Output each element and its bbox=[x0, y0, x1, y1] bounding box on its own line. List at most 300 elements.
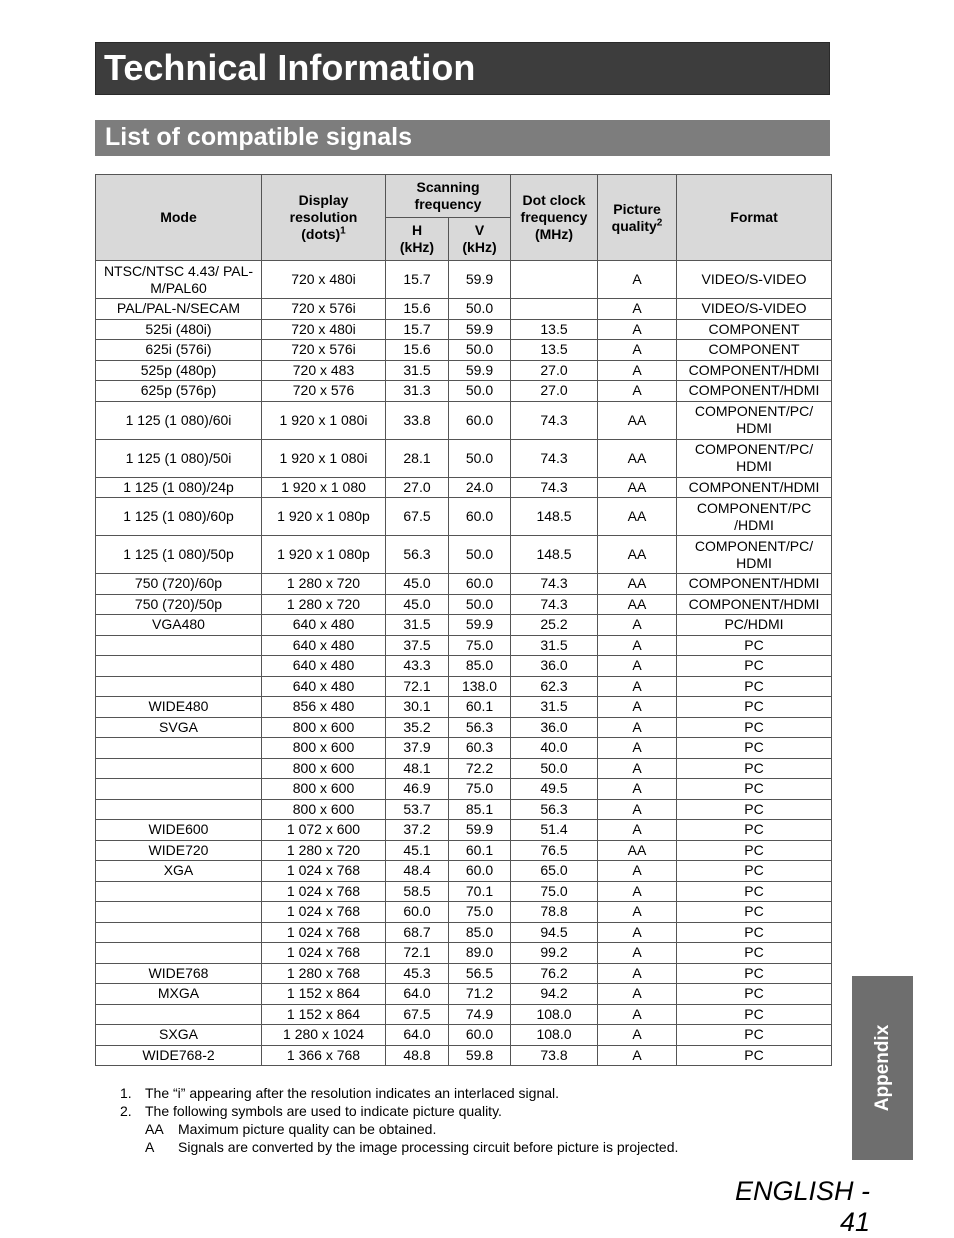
cell-v-frequency: 60.0 bbox=[449, 498, 511, 536]
cell-picture-quality: AA bbox=[598, 840, 677, 861]
cell-picture-quality: A bbox=[598, 1025, 677, 1046]
cell-h-frequency: 67.5 bbox=[386, 1004, 449, 1025]
cell-dot-clock: 76.2 bbox=[511, 963, 598, 984]
cell-v-frequency: 60.1 bbox=[449, 697, 511, 718]
table-row bbox=[96, 799, 832, 820]
cell-resolution: 1 072 x 600 bbox=[262, 820, 386, 841]
table-row bbox=[96, 536, 832, 574]
header-resolution: Display resolution (dots)$^1$ bbox=[262, 175, 386, 261]
table-row bbox=[96, 779, 832, 800]
footer-separator: - bbox=[853, 1176, 870, 1206]
cell-resolution: 800 x 600 bbox=[262, 738, 386, 759]
cell-dot-clock: 31.5 bbox=[511, 697, 598, 718]
cell-mode: VGA480 bbox=[96, 615, 262, 636]
cell-picture-quality: A bbox=[598, 340, 677, 361]
cell-v-frequency: 50.0 bbox=[449, 381, 511, 402]
table-row bbox=[96, 439, 832, 477]
cell-resolution: 856 x 480 bbox=[262, 697, 386, 718]
cell-picture-quality: A bbox=[598, 381, 677, 402]
cell-format: PC bbox=[677, 902, 832, 923]
table-row bbox=[96, 840, 832, 861]
cell-mode: WIDE720 bbox=[96, 840, 262, 861]
cell-dot-clock: 73.8 bbox=[511, 1045, 598, 1066]
footnote-2: 2. The following symbols are used to indicate picture quality. bbox=[120, 1103, 502, 1119]
cell-dot-clock: 27.0 bbox=[511, 381, 598, 402]
cell-mode: NTSC/NTSC 4.43/ PAL-M/PAL60 bbox=[96, 261, 262, 299]
cell-resolution: 1 024 x 768 bbox=[262, 943, 386, 964]
cell-picture-quality: A bbox=[598, 943, 677, 964]
cell-resolution: 800 x 600 bbox=[262, 799, 386, 820]
cell-format: PC bbox=[677, 799, 832, 820]
cell-dot-clock: 148.5 bbox=[511, 498, 598, 536]
table-row bbox=[96, 963, 832, 984]
table-row bbox=[96, 360, 832, 381]
cell-dot-clock: 74.3 bbox=[511, 477, 598, 498]
cell-dot-clock: 75.0 bbox=[511, 881, 598, 902]
cell-format: PC bbox=[677, 758, 832, 779]
cell-resolution: 800 x 600 bbox=[262, 717, 386, 738]
table-row bbox=[96, 656, 832, 677]
cell-v-frequency: 50.0 bbox=[449, 536, 511, 574]
cell-format: PC bbox=[677, 881, 832, 902]
table-row bbox=[96, 261, 832, 299]
cell-h-frequency: 43.3 bbox=[386, 656, 449, 677]
cell-format: COMPONENT/HDMI bbox=[677, 381, 832, 402]
signal-rows bbox=[96, 261, 832, 1066]
cell-resolution: 640 x 480 bbox=[262, 615, 386, 636]
cell-h-frequency: 28.1 bbox=[386, 439, 449, 477]
table-row bbox=[96, 717, 832, 738]
cell-picture-quality: A bbox=[598, 820, 677, 841]
cell-format: PC bbox=[677, 922, 832, 943]
cell-format: PC bbox=[677, 840, 832, 861]
cell-resolution: 1 024 x 768 bbox=[262, 881, 386, 902]
cell-v-frequency: 56.5 bbox=[449, 963, 511, 984]
cell-v-frequency: 60.0 bbox=[449, 861, 511, 882]
cell-dot-clock: 49.5 bbox=[511, 779, 598, 800]
cell-resolution: 1 152 x 864 bbox=[262, 1004, 386, 1025]
cell-dot-clock: 31.5 bbox=[511, 635, 598, 656]
cell-resolution: 1 920 x 1 080i bbox=[262, 439, 386, 477]
quality-symbol-aa: AA Maximum picture quality can be obtained. bbox=[145, 1121, 437, 1137]
cell-h-frequency: 45.1 bbox=[386, 840, 449, 861]
cell-dot-clock: 74.3 bbox=[511, 401, 598, 439]
table-row bbox=[96, 498, 832, 536]
cell-v-frequency: 59.9 bbox=[449, 360, 511, 381]
cell-mode: SXGA bbox=[96, 1025, 262, 1046]
cell-dot-clock: 25.2 bbox=[511, 615, 598, 636]
cell-mode: WIDE600 bbox=[96, 820, 262, 841]
cell-v-frequency: 50.0 bbox=[449, 439, 511, 477]
cell-h-frequency: 45.0 bbox=[386, 594, 449, 615]
cell-resolution: 720 x 483 bbox=[262, 360, 386, 381]
cell-resolution: 800 x 600 bbox=[262, 779, 386, 800]
cell-format: PC bbox=[677, 779, 832, 800]
cell-dot-clock: 51.4 bbox=[511, 820, 598, 841]
cell-picture-quality: AA bbox=[598, 594, 677, 615]
cell-h-frequency: 56.3 bbox=[386, 536, 449, 574]
cell-mode: WIDE768-2 bbox=[96, 1045, 262, 1066]
cell-mode bbox=[96, 656, 262, 677]
cell-format: PC bbox=[677, 861, 832, 882]
cell-v-frequency: 74.9 bbox=[449, 1004, 511, 1025]
cell-v-frequency: 75.0 bbox=[449, 779, 511, 800]
cell-mode bbox=[96, 758, 262, 779]
quality-symbol-a: A Signals are converted by the image processing circuit before picture is projected. bbox=[145, 1139, 679, 1155]
page-title: Technical Information bbox=[104, 47, 476, 88]
header-mode: Mode bbox=[96, 175, 262, 261]
cell-resolution: 1 280 x 720 bbox=[262, 840, 386, 861]
cell-picture-quality: A bbox=[598, 861, 677, 882]
cell-mode: 525p (480p) bbox=[96, 360, 262, 381]
cell-v-frequency: 71.2 bbox=[449, 984, 511, 1005]
cell-mode bbox=[96, 922, 262, 943]
cell-mode bbox=[96, 943, 262, 964]
cell-format: VIDEO/S-VIDEO bbox=[677, 261, 832, 299]
cell-picture-quality: AA bbox=[598, 574, 677, 595]
table-row bbox=[96, 340, 832, 361]
cell-picture-quality: A bbox=[598, 676, 677, 697]
cell-dot-clock: 76.5 bbox=[511, 840, 598, 861]
cell-h-frequency: 58.5 bbox=[386, 881, 449, 902]
cell-dot-clock: 13.5 bbox=[511, 319, 598, 340]
cell-h-frequency: 30.1 bbox=[386, 697, 449, 718]
cell-picture-quality: AA bbox=[598, 536, 677, 574]
cell-format: COMPONENT/HDMI bbox=[677, 574, 832, 595]
header-v-khz: V (kHz) bbox=[449, 218, 511, 261]
header-h-khz: H (kHz) bbox=[386, 218, 449, 261]
cell-resolution: 1 920 x 1 080i bbox=[262, 401, 386, 439]
cell-h-frequency: 60.0 bbox=[386, 902, 449, 923]
cell-dot-clock: 94.5 bbox=[511, 922, 598, 943]
cell-h-frequency: 37.9 bbox=[386, 738, 449, 759]
table-row bbox=[96, 984, 832, 1005]
footer-language-rest: NGLISH bbox=[752, 1176, 854, 1206]
cell-format: PC bbox=[677, 820, 832, 841]
cell-picture-quality: A bbox=[598, 963, 677, 984]
table-row bbox=[96, 401, 832, 439]
cell-format: COMPONENT bbox=[677, 340, 832, 361]
cell-picture-quality: A bbox=[598, 635, 677, 656]
cell-v-frequency: 59.9 bbox=[449, 319, 511, 340]
cell-h-frequency: 48.8 bbox=[386, 1045, 449, 1066]
table-row bbox=[96, 1004, 832, 1025]
cell-resolution: 1 152 x 864 bbox=[262, 984, 386, 1005]
cell-mode bbox=[96, 902, 262, 923]
cell-dot-clock: 50.0 bbox=[511, 758, 598, 779]
cell-h-frequency: 15.6 bbox=[386, 299, 449, 320]
cell-v-frequency: 60.3 bbox=[449, 738, 511, 759]
cell-format: PC bbox=[677, 1004, 832, 1025]
cell-v-frequency: 56.3 bbox=[449, 717, 511, 738]
cell-picture-quality: A bbox=[598, 984, 677, 1005]
cell-format: COMPONENT/HDMI bbox=[677, 360, 832, 381]
cell-v-frequency: 60.0 bbox=[449, 1025, 511, 1046]
cell-dot-clock: 62.3 bbox=[511, 676, 598, 697]
cell-mode bbox=[96, 881, 262, 902]
header-picture-quality: Picture quality$^2$ bbox=[598, 175, 677, 261]
cell-mode: 625p (576p) bbox=[96, 381, 262, 402]
table-row bbox=[96, 861, 832, 882]
cell-mode bbox=[96, 635, 262, 656]
cell-h-frequency: 27.0 bbox=[386, 477, 449, 498]
cell-dot-clock bbox=[511, 261, 598, 299]
cell-resolution: 1 280 x 720 bbox=[262, 574, 386, 595]
cell-format: COMPONENT/HDMI bbox=[677, 477, 832, 498]
cell-v-frequency: 50.0 bbox=[449, 299, 511, 320]
cell-dot-clock: 108.0 bbox=[511, 1025, 598, 1046]
cell-picture-quality: A bbox=[598, 922, 677, 943]
cell-dot-clock: 56.3 bbox=[511, 799, 598, 820]
cell-picture-quality: A bbox=[598, 360, 677, 381]
cell-dot-clock: 94.2 bbox=[511, 984, 598, 1005]
cell-mode: WIDE768 bbox=[96, 963, 262, 984]
cell-h-frequency: 45.0 bbox=[386, 574, 449, 595]
cell-h-frequency: 53.7 bbox=[386, 799, 449, 820]
cell-picture-quality: A bbox=[598, 299, 677, 320]
cell-h-frequency: 72.1 bbox=[386, 676, 449, 697]
cell-h-frequency: 31.5 bbox=[386, 615, 449, 636]
cell-format: PC bbox=[677, 656, 832, 677]
cell-dot-clock: 65.0 bbox=[511, 861, 598, 882]
table-row bbox=[96, 1025, 832, 1046]
cell-format: PC bbox=[677, 963, 832, 984]
cell-mode: 1 125 (1 080)/60i bbox=[96, 401, 262, 439]
cell-dot-clock: 27.0 bbox=[511, 360, 598, 381]
table-row bbox=[96, 902, 832, 923]
cell-h-frequency: 37.2 bbox=[386, 820, 449, 841]
cell-picture-quality: A bbox=[598, 697, 677, 718]
cell-picture-quality: A bbox=[598, 656, 677, 677]
cell-dot-clock: 13.5 bbox=[511, 340, 598, 361]
cell-h-frequency: 31.3 bbox=[386, 381, 449, 402]
cell-resolution: 1 920 x 1 080p bbox=[262, 498, 386, 536]
cell-mode: 1 125 (1 080)/50p bbox=[96, 536, 262, 574]
cell-picture-quality: AA bbox=[598, 477, 677, 498]
table-row bbox=[96, 943, 832, 964]
cell-h-frequency: 64.0 bbox=[386, 1025, 449, 1046]
cell-mode bbox=[96, 779, 262, 800]
cell-picture-quality: AA bbox=[598, 401, 677, 439]
cell-v-frequency: 50.0 bbox=[449, 340, 511, 361]
table-row bbox=[96, 635, 832, 656]
cell-v-frequency: 59.9 bbox=[449, 820, 511, 841]
table-row bbox=[96, 477, 832, 498]
table-row bbox=[96, 615, 832, 636]
cell-picture-quality: A bbox=[598, 799, 677, 820]
cell-v-frequency: 60.0 bbox=[449, 574, 511, 595]
cell-picture-quality: A bbox=[598, 881, 677, 902]
cell-format: PC bbox=[677, 1045, 832, 1066]
cell-mode: 525i (480i) bbox=[96, 319, 262, 340]
cell-h-frequency: 68.7 bbox=[386, 922, 449, 943]
cell-dot-clock: 74.3 bbox=[511, 439, 598, 477]
cell-format: COMPONENT/PC/ HDMI bbox=[677, 439, 832, 477]
cell-picture-quality: AA bbox=[598, 498, 677, 536]
cell-h-frequency: 15.7 bbox=[386, 261, 449, 299]
cell-v-frequency: 138.0 bbox=[449, 676, 511, 697]
cell-format: COMPONENT/PC /HDMI bbox=[677, 498, 832, 536]
cell-mode: 750 (720)/50p bbox=[96, 594, 262, 615]
cell-picture-quality: A bbox=[598, 615, 677, 636]
cell-picture-quality: A bbox=[598, 717, 677, 738]
cell-format: COMPONENT/PC/ HDMI bbox=[677, 401, 832, 439]
cell-v-frequency: 85.1 bbox=[449, 799, 511, 820]
cell-h-frequency: 15.7 bbox=[386, 319, 449, 340]
table-row bbox=[96, 881, 832, 902]
side-tab-label: Appendix bbox=[871, 1024, 893, 1112]
cell-format: VIDEO/S-VIDEO bbox=[677, 299, 832, 320]
cell-dot-clock: 36.0 bbox=[511, 656, 598, 677]
table-row bbox=[96, 922, 832, 943]
cell-format: PC bbox=[677, 943, 832, 964]
cell-resolution: 640 x 480 bbox=[262, 656, 386, 677]
cell-mode: 750 (720)/60p bbox=[96, 574, 262, 595]
cell-v-frequency: 75.0 bbox=[449, 902, 511, 923]
cell-format: PC/HDMI bbox=[677, 615, 832, 636]
cell-h-frequency: 45.3 bbox=[386, 963, 449, 984]
cell-picture-quality: A bbox=[598, 319, 677, 340]
cell-picture-quality: A bbox=[598, 1045, 677, 1066]
table-row bbox=[96, 820, 832, 841]
cell-resolution: 720 x 576 bbox=[262, 381, 386, 402]
cell-h-frequency: 64.0 bbox=[386, 984, 449, 1005]
table-row bbox=[96, 697, 832, 718]
cell-resolution: 1 280 x 768 bbox=[262, 963, 386, 984]
cell-mode: 1 125 (1 080)/24p bbox=[96, 477, 262, 498]
cell-picture-quality: A bbox=[598, 758, 677, 779]
cell-resolution: 800 x 600 bbox=[262, 758, 386, 779]
cell-picture-quality: A bbox=[598, 779, 677, 800]
cell-h-frequency: 35.2 bbox=[386, 717, 449, 738]
cell-mode: XGA bbox=[96, 861, 262, 882]
cell-mode: MXGA bbox=[96, 984, 262, 1005]
cell-picture-quality: AA bbox=[598, 439, 677, 477]
cell-format: COMPONENT/PC/ HDMI bbox=[677, 536, 832, 574]
cell-h-frequency: 72.1 bbox=[386, 943, 449, 964]
cell-h-frequency: 37.5 bbox=[386, 635, 449, 656]
cell-resolution: 720 x 480i bbox=[262, 319, 386, 340]
cell-resolution: 640 x 480 bbox=[262, 635, 386, 656]
cell-resolution: 1 024 x 768 bbox=[262, 922, 386, 943]
cell-mode: 1 125 (1 080)/60p bbox=[96, 498, 262, 536]
footer-language-initial: E bbox=[734, 1176, 753, 1206]
cell-dot-clock: 78.8 bbox=[511, 902, 598, 923]
page-title-bar bbox=[95, 42, 830, 95]
cell-dot-clock bbox=[511, 299, 598, 320]
compatible-signals-table bbox=[95, 174, 832, 1066]
cell-mode: 1 125 (1 080)/50i bbox=[96, 439, 262, 477]
cell-format: PC bbox=[677, 1025, 832, 1046]
cell-v-frequency: 70.1 bbox=[449, 881, 511, 902]
cell-mode: WIDE480 bbox=[96, 697, 262, 718]
cell-v-frequency: 59.8 bbox=[449, 1045, 511, 1066]
cell-mode: 625i (576i) bbox=[96, 340, 262, 361]
footnote-1: 1. The “i” appearing after the resolution indicates an interlaced signal. bbox=[120, 1085, 560, 1101]
cell-v-frequency: 72.2 bbox=[449, 758, 511, 779]
cell-resolution: 1 280 x 1024 bbox=[262, 1025, 386, 1046]
cell-mode: PAL/PAL-N/SECAM bbox=[96, 299, 262, 320]
cell-h-frequency: 33.8 bbox=[386, 401, 449, 439]
cell-v-frequency: 85.0 bbox=[449, 656, 511, 677]
cell-format: PC bbox=[677, 635, 832, 656]
cell-resolution: 640 x 480 bbox=[262, 676, 386, 697]
cell-h-frequency: 48.4 bbox=[386, 861, 449, 882]
cell-resolution: 1 920 x 1 080 bbox=[262, 477, 386, 498]
cell-mode bbox=[96, 676, 262, 697]
cell-format: COMPONENT/HDMI bbox=[677, 594, 832, 615]
section-title: List of compatible signals bbox=[105, 123, 412, 151]
cell-v-frequency: 59.9 bbox=[449, 261, 511, 299]
cell-resolution: 1 024 x 768 bbox=[262, 902, 386, 923]
table-row bbox=[96, 574, 832, 595]
cell-resolution: 1 920 x 1 080p bbox=[262, 536, 386, 574]
cell-mode bbox=[96, 738, 262, 759]
cell-v-frequency: 50.0 bbox=[449, 594, 511, 615]
page-footer bbox=[720, 1176, 870, 1238]
footnotes bbox=[120, 1084, 820, 1156]
cell-format: PC bbox=[677, 676, 832, 697]
cell-v-frequency: 24.0 bbox=[449, 477, 511, 498]
cell-dot-clock: 36.0 bbox=[511, 717, 598, 738]
table-row bbox=[96, 594, 832, 615]
cell-dot-clock: 99.2 bbox=[511, 943, 598, 964]
cell-v-frequency: 89.0 bbox=[449, 943, 511, 964]
cell-mode bbox=[96, 799, 262, 820]
header-scanning-frequency: Scanning frequency bbox=[386, 175, 511, 218]
cell-v-frequency: 59.9 bbox=[449, 615, 511, 636]
cell-resolution: 1 280 x 720 bbox=[262, 594, 386, 615]
cell-h-frequency: 67.5 bbox=[386, 498, 449, 536]
cell-resolution: 720 x 576i bbox=[262, 299, 386, 320]
section-title-bar bbox=[95, 120, 830, 156]
cell-h-frequency: 48.1 bbox=[386, 758, 449, 779]
cell-format: COMPONENT bbox=[677, 319, 832, 340]
cell-format: PC bbox=[677, 717, 832, 738]
cell-format: PC bbox=[677, 984, 832, 1005]
header-dot-clock: Dot clock frequency (MHz) bbox=[511, 175, 598, 261]
cell-dot-clock: 40.0 bbox=[511, 738, 598, 759]
cell-h-frequency: 15.6 bbox=[386, 340, 449, 361]
cell-dot-clock: 148.5 bbox=[511, 536, 598, 574]
cell-mode: SVGA bbox=[96, 717, 262, 738]
cell-resolution: 1 024 x 768 bbox=[262, 861, 386, 882]
page-number: 41 bbox=[839, 1207, 870, 1237]
cell-v-frequency: 85.0 bbox=[449, 922, 511, 943]
table-row bbox=[96, 1045, 832, 1066]
table-row bbox=[96, 758, 832, 779]
cell-v-frequency: 75.0 bbox=[449, 635, 511, 656]
table-row bbox=[96, 738, 832, 759]
cell-resolution: 720 x 480i bbox=[262, 261, 386, 299]
cell-mode bbox=[96, 1004, 262, 1025]
cell-format: PC bbox=[677, 697, 832, 718]
table-row bbox=[96, 381, 832, 402]
cell-h-frequency: 31.5 bbox=[386, 360, 449, 381]
table-row bbox=[96, 299, 832, 320]
table-row bbox=[96, 676, 832, 697]
cell-resolution: 1 366 x 768 bbox=[262, 1045, 386, 1066]
cell-dot-clock: 108.0 bbox=[511, 1004, 598, 1025]
cell-resolution: 720 x 576i bbox=[262, 340, 386, 361]
cell-dot-clock: 74.3 bbox=[511, 594, 598, 615]
cell-picture-quality: A bbox=[598, 1004, 677, 1025]
cell-picture-quality: A bbox=[598, 902, 677, 923]
cell-dot-clock: 74.3 bbox=[511, 574, 598, 595]
cell-v-frequency: 60.1 bbox=[449, 840, 511, 861]
cell-h-frequency: 46.9 bbox=[386, 779, 449, 800]
cell-v-frequency: 60.0 bbox=[449, 401, 511, 439]
